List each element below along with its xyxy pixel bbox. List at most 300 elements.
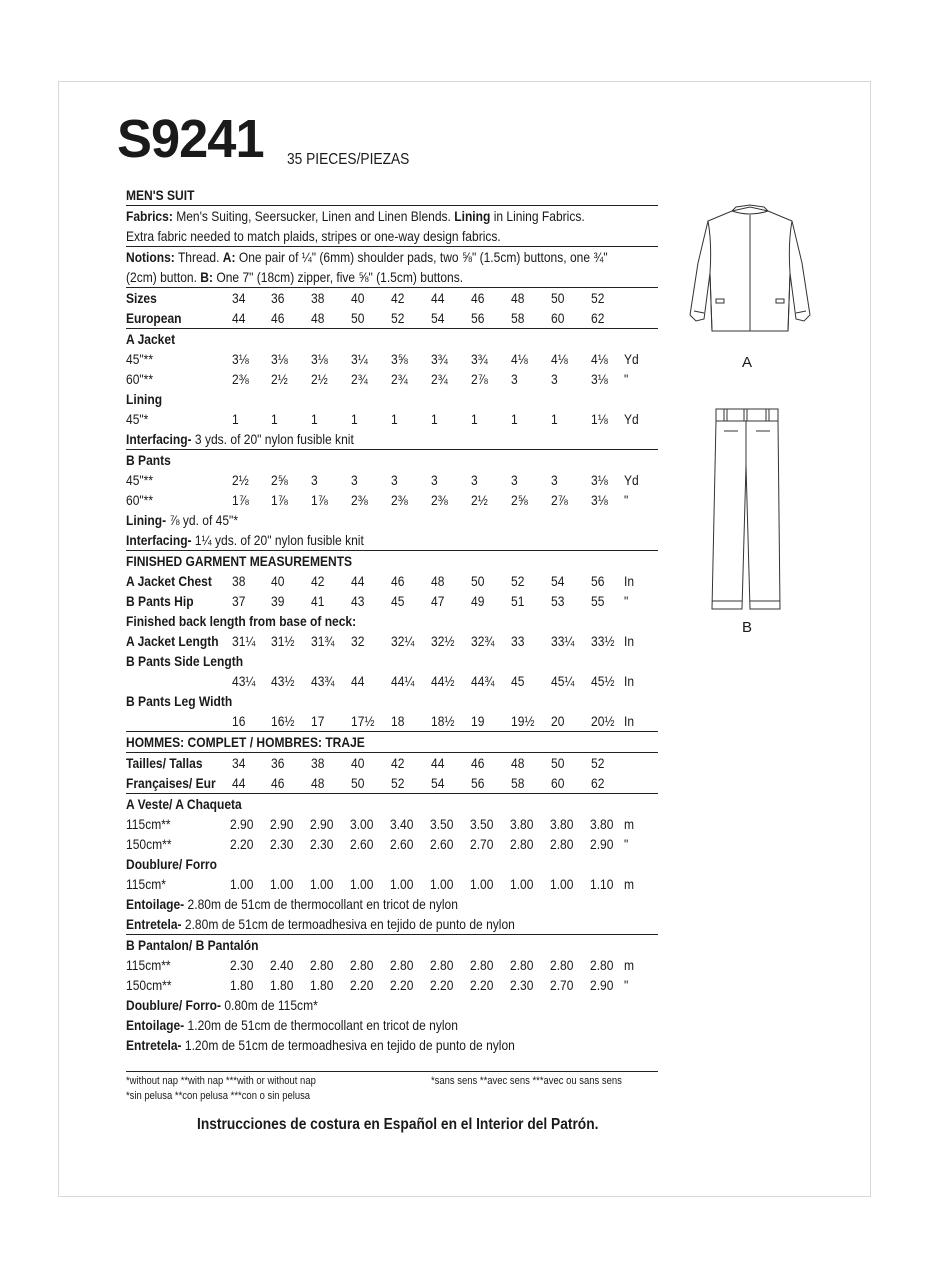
jacket-back-drawing bbox=[680, 203, 820, 345]
pantalon-metrage-row-unit: m bbox=[624, 957, 635, 973]
pantalon-metrage-row-cell: 2.70 bbox=[550, 977, 574, 993]
jacket-yardage-row bbox=[126, 349, 658, 369]
doublure-row bbox=[126, 874, 658, 894]
jacket-length-row bbox=[126, 631, 658, 651]
pants-yardage-row-cell: 3 bbox=[471, 472, 478, 488]
tailles-row bbox=[126, 753, 658, 773]
sizes-row-cell: 50 bbox=[551, 290, 565, 306]
tailles-row-label: Tailles/ Tallas bbox=[126, 755, 203, 771]
pants-yardage-row-label: 45"** bbox=[126, 472, 154, 488]
european-sizes-row-cell: 58 bbox=[511, 310, 525, 326]
pants-lining bbox=[126, 510, 658, 530]
tailles-row-cell: 48 bbox=[511, 755, 525, 771]
sizes-row-cell: 48 bbox=[511, 290, 525, 306]
pants-interfacing bbox=[126, 530, 658, 550]
side-length-row-cell: 45½ bbox=[591, 673, 615, 689]
pantalon-metrage-row-cell: 2.30 bbox=[510, 977, 534, 993]
footnote-english: *without nap **with nap ***with or without nap bbox=[126, 1075, 316, 1087]
pants-yardage-row-cell: 3 bbox=[351, 472, 358, 488]
pants-yardage-row-cell: 3 bbox=[311, 472, 318, 488]
leg-width-row-cell: 20½ bbox=[591, 713, 615, 729]
veste-metrage-row bbox=[126, 834, 658, 854]
side-length-row-cell: 44¼ bbox=[391, 673, 415, 689]
eur-sizes-row-cell: 54 bbox=[431, 775, 445, 791]
footnotes bbox=[126, 1071, 658, 1104]
doublure-heading bbox=[126, 854, 658, 874]
jacket-yardage-row-cell: 3⅛ bbox=[311, 351, 328, 367]
finished-measurement-row-cell: 46 bbox=[391, 573, 405, 589]
finished-measurement-row-unit: " bbox=[624, 593, 629, 609]
pants-yardage-row-cell: 3 bbox=[431, 472, 438, 488]
veste-entoilage-value: 2.80m de 51cm de thermocollant en tricot de nylon bbox=[184, 896, 458, 912]
european-sizes-row-cell: 60 bbox=[551, 310, 565, 326]
leg-width-row-cell: 18½ bbox=[431, 713, 455, 729]
pants-yardage-row-label: 60"** bbox=[126, 492, 154, 508]
veste-entretela-value: 2.80m de 51cm de termoadhesiva en tejido de punto de nylon bbox=[181, 916, 515, 932]
veste-metrage-row-cell: 2.90 bbox=[270, 816, 294, 832]
pants-interfacing-value: 1¼ yds. of 20" nylon fusible knit bbox=[191, 532, 364, 548]
veste-metrage-row-label: 115cm** bbox=[126, 816, 171, 832]
pantalon-metrage-row-cell: 1.80 bbox=[270, 977, 294, 993]
veste-metrage-row-cell: 2.80 bbox=[550, 836, 574, 852]
jacket-yardage-row-cell: 3¾ bbox=[471, 351, 488, 367]
pants-lining-label: Lining- bbox=[126, 512, 167, 528]
pants-yardage-row-cell: 2⅜ bbox=[391, 492, 408, 508]
jacket-length-row-label: A Jacket Length bbox=[126, 633, 219, 649]
finished-measurement-row-label: B Pants Hip bbox=[126, 593, 194, 609]
jacket-length-row-cell: 32¼ bbox=[391, 633, 415, 649]
european-sizes-row-cell: 48 bbox=[311, 310, 325, 326]
european-sizes-row-cell: 44 bbox=[232, 310, 246, 326]
side-length-row bbox=[126, 671, 658, 691]
jacket-lining-row-cell: 1 bbox=[311, 411, 318, 427]
french-spanish-heading-text: HOMMES: COMPLET / HOMBRES: TRAJE bbox=[126, 734, 365, 750]
pantalon-metrage-row-cell: 2.80 bbox=[350, 957, 374, 973]
jacket-yardage-row-cell: 4⅛ bbox=[511, 351, 528, 367]
pants-yardage-section bbox=[126, 449, 658, 550]
jacket-lining-row-cell: 1 bbox=[431, 411, 438, 427]
veste-metrage-row-cell: 2.20 bbox=[230, 836, 254, 852]
veste-metrage-row-cell: 3.80 bbox=[590, 816, 614, 832]
european-sizes-row-cell: 56 bbox=[471, 310, 485, 326]
jacket-yardage-row-cell: 4⅛ bbox=[591, 351, 608, 367]
jacket-yardage-row-cell: 2⅜ bbox=[232, 371, 249, 387]
pantalon-entretela-value: 1.20m de 51cm de termoadhesiva en tejido de punto de nylon bbox=[181, 1037, 515, 1053]
veste-metrage-row-cell: 2.80 bbox=[510, 836, 534, 852]
pantalon-metrage-row bbox=[126, 975, 658, 995]
doublure-row-cell: 1.00 bbox=[350, 876, 374, 892]
veste-metrage-row-cell: 3.50 bbox=[470, 816, 494, 832]
pants-yardage-row-cell: 1⅞ bbox=[311, 492, 328, 508]
jacket-length-row-cell: 31¾ bbox=[311, 633, 335, 649]
finished-measurements-heading bbox=[126, 551, 658, 571]
european-sizes-row-cell: 62 bbox=[591, 310, 605, 326]
jacket-yardage-row-cell: 3 bbox=[511, 371, 518, 387]
fabrics-line2: Extra fabric needed to match plaids, stripes or one-way design fabrics. bbox=[126, 228, 501, 244]
pants-yardage-row-cell: 2½ bbox=[471, 492, 488, 508]
veste-metrage-row-cell: 2.90 bbox=[230, 816, 254, 832]
tailles-row-cell: 50 bbox=[551, 755, 565, 771]
doublure-row-cell: 1.00 bbox=[470, 876, 494, 892]
finished-measurement-row-cell: 45 bbox=[391, 593, 405, 609]
jacket-lining-row-unit: Yd bbox=[624, 411, 639, 427]
jacket-lining-row-cell: 1 bbox=[351, 411, 358, 427]
veste-entretela bbox=[126, 914, 658, 934]
veste-metrage-row-cell: 2.70 bbox=[470, 836, 494, 852]
doublure-row-cell: 1.00 bbox=[510, 876, 534, 892]
sizes-row-label: Sizes bbox=[126, 290, 157, 306]
leg-width-row-cell: 18 bbox=[391, 713, 405, 729]
jacket-yardage-row-label: 60"** bbox=[126, 371, 154, 387]
veste-metrage-row-cell: 3.80 bbox=[550, 816, 574, 832]
pantalon-metrage-row-cell: 2.20 bbox=[430, 977, 454, 993]
leg-width-row-cell: 16½ bbox=[271, 713, 295, 729]
finished-measurement-row-cell: 52 bbox=[511, 573, 525, 589]
leg-width-row-cell: 17 bbox=[311, 713, 325, 729]
sizes-row bbox=[126, 288, 658, 308]
back-length-heading bbox=[126, 611, 658, 631]
sizes-row-cell: 36 bbox=[271, 290, 285, 306]
european-sizes-row-cell: 52 bbox=[391, 310, 405, 326]
sizes-row-cell: 34 bbox=[232, 290, 246, 306]
side-length-row-cell: 43½ bbox=[271, 673, 295, 689]
finished-measurement-row-cell: 48 bbox=[431, 573, 445, 589]
pants-yardage-row-cell: 2⅜ bbox=[431, 492, 448, 508]
jacket-yardage-section bbox=[126, 328, 658, 449]
finished-measurement-row-cell: 47 bbox=[431, 593, 445, 609]
european-sizes-row-cell: 54 bbox=[431, 310, 445, 326]
veste-entretela-label: Entretela- bbox=[126, 916, 182, 932]
jacket-lining-row-cell: 1 bbox=[391, 411, 398, 427]
french-spanish-sizes-section bbox=[126, 752, 658, 793]
eur-sizes-row-cell: 44 bbox=[232, 775, 246, 791]
sizes-row-cell: 38 bbox=[311, 290, 325, 306]
jacket-yardage-row-cell: 3⅛ bbox=[271, 351, 288, 367]
jacket-yardage-row-cell: 3⅛ bbox=[591, 371, 608, 387]
jacket-yardage-row-cell: 3⅛ bbox=[232, 351, 249, 367]
notions-text-b: One 7" (18cm) zipper, five ⅝" (1.5cm) buttons. bbox=[212, 269, 464, 285]
finished-measurement-row-cell: 49 bbox=[471, 593, 485, 609]
envelope-chart bbox=[126, 185, 658, 1055]
finished-measurement-row-cell: 51 bbox=[511, 593, 525, 609]
jacket-yardage-row-cell: 2½ bbox=[271, 371, 288, 387]
finished-measurement-row-cell: 53 bbox=[551, 593, 565, 609]
veste-metrage-row-cell: 2.60 bbox=[390, 836, 414, 852]
side-length-row-cell: 44 bbox=[351, 673, 365, 689]
pantalon-metrage-row-cell: 1.80 bbox=[230, 977, 254, 993]
veste-metrage-row-cell: 2.30 bbox=[270, 836, 294, 852]
jacket-yardage-row-cell: 2¾ bbox=[391, 371, 408, 387]
veste-metrage-row-cell: 3.80 bbox=[510, 816, 534, 832]
jacket-yardage-row-cell: 3¼ bbox=[351, 351, 368, 367]
doublure-row-cell: 1.00 bbox=[550, 876, 574, 892]
leg-width-row-cell: 20 bbox=[551, 713, 565, 729]
finished-measurements-section bbox=[126, 550, 658, 731]
pants-yardage-row-cell: 3⅛ bbox=[591, 492, 608, 508]
pants-yardage-row bbox=[126, 470, 658, 490]
veste-metrage-row-cell: 3.40 bbox=[390, 816, 414, 832]
european-sizes-row-label: European bbox=[126, 310, 182, 326]
side-length-row-cell: 44¾ bbox=[471, 673, 495, 689]
tailles-row-cell: 36 bbox=[271, 755, 285, 771]
pantalon-metrage-row-cell: 2.20 bbox=[390, 977, 414, 993]
jacket-lining-heading bbox=[126, 389, 658, 409]
doublure-row-unit: m bbox=[624, 876, 635, 892]
jacket-yardage-row-cell: 2⅞ bbox=[471, 371, 488, 387]
veste-heading bbox=[126, 794, 658, 814]
pantalon-metrage-row-cell: 2.20 bbox=[470, 977, 494, 993]
veste-metrage-row-unit: m bbox=[624, 816, 635, 832]
pantalon-metrage-row-cell: 2.80 bbox=[550, 957, 574, 973]
leg-width-row-cell: 19 bbox=[471, 713, 485, 729]
pantalon-metrage-row-cell: 2.80 bbox=[510, 957, 534, 973]
sizes-row-cell: 40 bbox=[351, 290, 365, 306]
jacket-interfacing-label: Interfacing- bbox=[126, 431, 192, 447]
pantalon-metrage-row-cell: 2.80 bbox=[310, 957, 334, 973]
finished-measurement-row-cell: 38 bbox=[232, 573, 246, 589]
finished-measurement-row-cell: 37 bbox=[232, 593, 246, 609]
lining-label: Lining bbox=[454, 208, 491, 224]
jacket-heading-text: A Jacket bbox=[126, 331, 176, 347]
finished-measurement-row-cell: 42 bbox=[311, 573, 325, 589]
side-length-row-cell: 45 bbox=[511, 673, 525, 689]
pantalon-entoilage-label: Entoilage- bbox=[126, 1017, 185, 1033]
jacket-yardage-row-unit: " bbox=[624, 371, 629, 387]
finished-measurement-row-cell: 40 bbox=[271, 573, 285, 589]
pantalon-metrage-row-cell: 2.80 bbox=[390, 957, 414, 973]
european-sizes-row-cell: 50 bbox=[351, 310, 365, 326]
figure-label-a: A bbox=[742, 354, 753, 371]
pants-lining-value: ⅞ yd. of 45"* bbox=[166, 512, 239, 528]
pants-yardage-row-cell: 2⅝ bbox=[271, 472, 288, 488]
pants-yardage-row-cell: 3 bbox=[551, 472, 558, 488]
spanish-instructions-note: Instrucciones de costura en Español en el Interior del Patrón. bbox=[197, 1116, 599, 1133]
figure-label-b: B bbox=[742, 619, 753, 636]
veste-metrage-row bbox=[126, 814, 658, 834]
doublure-row-label: 115cm* bbox=[126, 876, 166, 892]
finished-measurement-row-cell: 50 bbox=[471, 573, 485, 589]
pants-yardage-row-cell: 2⅝ bbox=[511, 492, 528, 508]
pantalon-heading bbox=[126, 935, 658, 955]
pants-yardage-row-cell: 3 bbox=[511, 472, 518, 488]
notions-text-a2: (2cm) button. bbox=[126, 269, 201, 285]
jacket-interfacing bbox=[126, 429, 658, 449]
eur-sizes-row-cell: 62 bbox=[591, 775, 605, 791]
pantalon-metrage-row-cell: 2.90 bbox=[590, 977, 614, 993]
tailles-row-cell: 52 bbox=[591, 755, 605, 771]
jacket-length-row-cell: 31¼ bbox=[232, 633, 256, 649]
pantalon-doublure-label: Doublure/ Forro- bbox=[126, 997, 221, 1013]
jacket-lining-row-cell: 1 bbox=[471, 411, 478, 427]
pantalon-metrage-row-unit: " bbox=[624, 977, 629, 993]
doublure-row-cell: 1.00 bbox=[230, 876, 254, 892]
side-length-row-unit: In bbox=[624, 673, 635, 689]
finished-measurement-row bbox=[126, 591, 658, 611]
finished-measurements-heading-text: FINISHED GARMENT MEASUREMENTS bbox=[126, 553, 353, 569]
jacket-lining-heading-text: Lining bbox=[126, 391, 163, 407]
sizes-row-cell: 44 bbox=[431, 290, 445, 306]
doublure-row-cell: 1.00 bbox=[270, 876, 294, 892]
jacket-lining-row bbox=[126, 409, 658, 429]
eur-sizes-row-cell: 58 bbox=[511, 775, 525, 791]
notions-section bbox=[126, 246, 658, 287]
jacket-length-row-cell: 31½ bbox=[271, 633, 295, 649]
eur-sizes-row-cell: 60 bbox=[551, 775, 565, 791]
pantalon-metrage-row-label: 115cm** bbox=[126, 957, 171, 973]
pantalon-metrage-row-cell: 2.20 bbox=[350, 977, 374, 993]
leg-width-row-cell: 16 bbox=[232, 713, 246, 729]
tailles-row-cell: 34 bbox=[232, 755, 246, 771]
pantalon-heading-text: B Pantalon/ B Pantalón bbox=[126, 937, 259, 953]
back-length-heading-text: Finished back length from base of neck: bbox=[126, 613, 357, 629]
veste-metrage-row-label: 150cm** bbox=[126, 836, 172, 852]
tailles-row-cell: 40 bbox=[351, 755, 365, 771]
pants-yardage-row-cell: 2⅞ bbox=[551, 492, 568, 508]
leg-width-row-unit: In bbox=[624, 713, 635, 729]
veste-entoilage bbox=[126, 894, 658, 914]
finished-measurement-row-cell: 43 bbox=[351, 593, 365, 609]
jacket-yardage-row-cell: 2¾ bbox=[431, 371, 448, 387]
doublure-row-cell: 1.00 bbox=[430, 876, 454, 892]
pants-yardage-row bbox=[126, 490, 658, 510]
finished-measurement-row bbox=[126, 571, 658, 591]
footnote-spanish: *sin pelusa **con pelusa ***con o sin pelusa bbox=[126, 1090, 311, 1102]
pants-heading bbox=[126, 450, 658, 470]
jacket-interfacing-value: 3 yds. of 20" nylon fusible knit bbox=[191, 431, 354, 447]
pants-yardage-row-cell: 2⅜ bbox=[351, 492, 368, 508]
pantalon-metrage-row-label: 150cm** bbox=[126, 977, 172, 993]
jacket-lining-row-cell: 1 bbox=[511, 411, 518, 427]
jacket-length-row-cell: 33½ bbox=[591, 633, 615, 649]
pantalon-metrage-row-cell: 2.40 bbox=[270, 957, 294, 973]
jacket-lining-row-cell: 1⅛ bbox=[591, 411, 608, 427]
pantalon-entretela-label: Entretela- bbox=[126, 1037, 182, 1053]
veste-metrage-row-cell: 3.00 bbox=[350, 816, 374, 832]
pantalon-metrage-row-cell: 2.80 bbox=[430, 957, 454, 973]
sizes-row-cell: 52 bbox=[591, 290, 605, 306]
notions-view-b: B: bbox=[200, 269, 213, 285]
eur-sizes-row-cell: 48 bbox=[311, 775, 325, 791]
jacket-lining-row-label: 45"* bbox=[126, 411, 149, 427]
tailles-row-cell: 44 bbox=[431, 755, 445, 771]
fabrics-label: Fabrics: bbox=[126, 208, 173, 224]
eur-sizes-row-cell: 50 bbox=[351, 775, 365, 791]
veste-entoilage-label: Entoilage- bbox=[126, 896, 185, 912]
jacket-length-row-cell: 32½ bbox=[431, 633, 455, 649]
pants-yardage-row-unit: Yd bbox=[624, 472, 639, 488]
pattern-number: S9241 bbox=[117, 109, 264, 169]
veste-heading-text: A Veste/ A Chaqueta bbox=[126, 796, 242, 812]
doublure-row-cell: 1.10 bbox=[590, 876, 614, 892]
jacket-length-row-cell: 32 bbox=[351, 633, 365, 649]
side-length-row-cell: 45¼ bbox=[551, 673, 575, 689]
pantalon-entoilage-value: 1.20m de 51cm de thermocollant en tricot de nylon bbox=[184, 1017, 458, 1033]
finished-measurement-row-cell: 55 bbox=[591, 593, 605, 609]
veste-metrage-row-cell: 2.90 bbox=[590, 836, 614, 852]
pants-back-drawing bbox=[706, 405, 786, 615]
notions-view-a: A: bbox=[222, 249, 236, 265]
notions-label: Notions: bbox=[126, 249, 175, 265]
finished-measurement-row-unit: In bbox=[624, 573, 635, 589]
leg-width-row-cell: 17½ bbox=[351, 713, 375, 729]
leg-width-heading bbox=[126, 691, 658, 711]
jacket-heading bbox=[126, 329, 658, 349]
pants-heading-text: B Pants bbox=[126, 452, 171, 468]
european-sizes-row bbox=[126, 308, 658, 328]
eur-sizes-row-cell: 52 bbox=[391, 775, 405, 791]
sizes-row-cell: 42 bbox=[391, 290, 405, 306]
french-spanish-pants-section bbox=[126, 934, 658, 1055]
french-spanish-title-section bbox=[126, 731, 658, 752]
notions-text: Thread. bbox=[174, 249, 223, 265]
pants-yardage-row-cell: 2½ bbox=[232, 472, 249, 488]
fabrics-text: Men's Suiting, Seersucker, Linen and Linen Blends. bbox=[172, 208, 455, 224]
veste-metrage-row-cell: 2.60 bbox=[350, 836, 374, 852]
french-spanish-heading bbox=[126, 732, 658, 752]
fabrics-section bbox=[126, 205, 658, 246]
finished-measurement-row-cell: 56 bbox=[591, 573, 605, 589]
doublure-heading-text: Doublure/ Forro bbox=[126, 856, 217, 872]
side-length-row-cell: 44½ bbox=[431, 673, 455, 689]
pantalon-metrage-row-cell: 2.80 bbox=[470, 957, 494, 973]
pantalon-doublure-value: 0.80m de 115cm* bbox=[220, 997, 318, 1013]
finished-measurement-row-cell: 44 bbox=[351, 573, 365, 589]
pants-yardage-row-cell: 1⅞ bbox=[271, 492, 288, 508]
jacket-yardage-row-cell: 3¾ bbox=[431, 351, 448, 367]
leg-width-heading-text: B Pants Leg Width bbox=[126, 693, 233, 709]
pantalon-entoilage bbox=[126, 1015, 658, 1035]
finished-measurement-row-cell: 54 bbox=[551, 573, 565, 589]
tailles-row-cell: 46 bbox=[471, 755, 485, 771]
eur-sizes-row bbox=[126, 773, 658, 793]
finished-measurement-row-cell: 41 bbox=[311, 593, 325, 609]
side-length-heading bbox=[126, 651, 658, 671]
jacket-length-row-cell: 33¼ bbox=[551, 633, 575, 649]
pantalon-doublure bbox=[126, 995, 658, 1015]
pantalon-metrage-row-cell: 2.80 bbox=[590, 957, 614, 973]
jacket-lining-row-cell: 1 bbox=[232, 411, 239, 427]
veste-metrage-row-cell: 2.60 bbox=[430, 836, 454, 852]
pieces-count: 35 PIECES/PIEZAS bbox=[287, 151, 410, 168]
jacket-length-row-unit: In bbox=[624, 633, 635, 649]
french-spanish-jacket-section bbox=[126, 793, 658, 934]
jacket-yardage-row-cell: 3⅝ bbox=[391, 351, 408, 367]
pantalon-metrage-row-cell: 2.30 bbox=[230, 957, 254, 973]
doublure-row-cell: 1.00 bbox=[310, 876, 334, 892]
side-length-row-cell: 43¼ bbox=[232, 673, 256, 689]
tailles-row-cell: 42 bbox=[391, 755, 405, 771]
doublure-row-cell: 1.00 bbox=[390, 876, 414, 892]
leg-width-row-cell: 19½ bbox=[511, 713, 535, 729]
jacket-lining-row-cell: 1 bbox=[271, 411, 278, 427]
eur-sizes-row-label: Françaises/ Eur bbox=[126, 775, 216, 791]
pantalon-metrage-row bbox=[126, 955, 658, 975]
jacket-length-row-cell: 32¾ bbox=[471, 633, 495, 649]
finished-measurement-row-cell: 39 bbox=[271, 593, 285, 609]
lining-text: in Lining Fabrics. bbox=[490, 208, 585, 224]
jacket-yardage-row-unit: Yd bbox=[624, 351, 639, 367]
sizes-row-cell: 46 bbox=[471, 290, 485, 306]
jacket-lining-row-cell: 1 bbox=[551, 411, 558, 427]
eur-sizes-row-cell: 56 bbox=[471, 775, 485, 791]
veste-metrage-row-cell: 3.50 bbox=[430, 816, 454, 832]
jacket-yardage-row-cell: 4⅛ bbox=[551, 351, 568, 367]
jacket-yardage-row-cell: 2½ bbox=[311, 371, 328, 387]
pants-yardage-row-unit: " bbox=[624, 492, 629, 508]
finished-measurement-row-label: A Jacket Chest bbox=[126, 573, 212, 589]
jacket-yardage-row bbox=[126, 369, 658, 389]
veste-metrage-row-cell: 2.90 bbox=[310, 816, 334, 832]
